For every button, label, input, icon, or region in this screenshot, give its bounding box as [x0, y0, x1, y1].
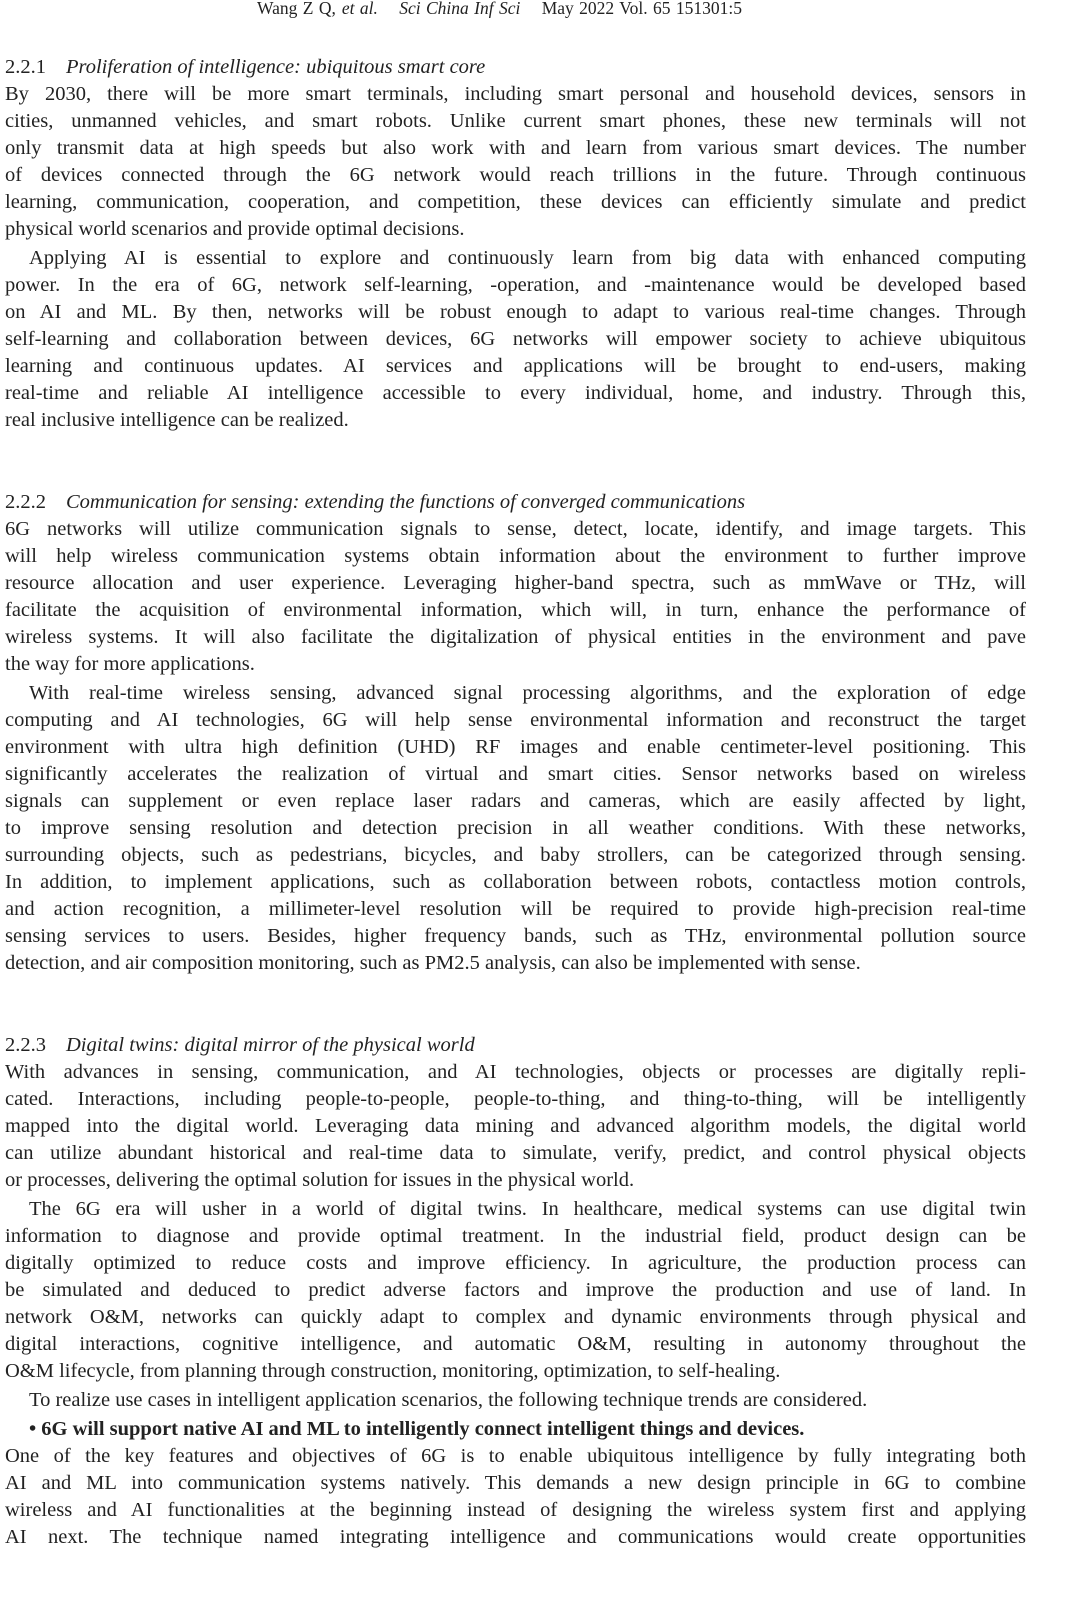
running-header	[257, 0, 758, 19]
text-line: self-learning and collaboration between devices, 6G networks will empower society to achieve ubiquitous	[5, 328, 1026, 350]
text-line: 6G networks will utilize communication signals to sense, detect, locate, identify, and image targets. This	[5, 518, 1026, 540]
text-line: be simulated and deduced to predict adverse factors and improve the production and use of land. In	[5, 1279, 1026, 1301]
section-title: Proliferation of intelligence: ubiquitous smart core	[66, 56, 486, 78]
section-heading	[5, 56, 485, 79]
text-line: and action recognition, a millimeter-level resolution will be required to provide high-precision real-time	[5, 898, 1026, 920]
text-line: mapped into the digital world. Leveraging data mining and advanced algorithm models, the digital world	[5, 1115, 1026, 1137]
text-line: cated. Interactions, including people-to-people, people-to-thing, and thing-to-thing, will be intelligently	[5, 1088, 1026, 1110]
text-line: digitally optimized to reduce costs and improve efficiency. In agriculture, the production process can	[5, 1252, 1026, 1274]
section-heading	[5, 491, 745, 514]
text-line: wireless systems. It will also facilitate the digitalization of physical entities in the environment and pave	[5, 626, 1026, 648]
text-line: • 6G will support native AI and ML to intelligently connect intelligent things and devices.	[29, 1418, 805, 1440]
text-line: learning and continuous updates. AI services and applications will be brought to end-users, making	[5, 355, 1026, 377]
text-line: only transmit data at high speeds but also work with and learn from various smart devices. The number	[5, 137, 1026, 159]
section-heading	[5, 1034, 475, 1057]
text-line: digital interactions, cognitive intelligence, and automatic O&M, resulting in autonomy throughout the	[5, 1333, 1026, 1355]
text-line: With real-time wireless sensing, advanced signal processing algorithms, and the exploration of edge	[29, 682, 1026, 704]
text-line: One of the key features and objectives of 6G is to enable ubiquitous intelligence by fully integrating both	[5, 1445, 1026, 1467]
text-line: O&M lifecycle, from planning through construction, monitoring, optimization, to self-healing.	[5, 1360, 781, 1382]
text-line: signals can supplement or even replace laser radars and cameras, which are easily affected by light,	[5, 790, 1026, 812]
text-line: With advances in sensing, communication, and AI technologies, objects or processes are digitally repli-	[5, 1061, 1026, 1083]
text-line: To realize use cases in intelligent application scenarios, the following technique trends are considered.	[29, 1389, 868, 1411]
text-line: or processes, delivering the optimal solution for issues in the physical world.	[5, 1169, 635, 1191]
text-line: In addition, to implement applications, such as collaboration between robots, contactless motion controls,	[5, 871, 1026, 893]
text-line: on AI and ML. By then, networks will be robust enough to adapt to various real-time changes. Through	[5, 301, 1026, 323]
header-authors: Wang Z Q, et al.	[257, 0, 378, 18]
text-line: can utilize abundant historical and real-time data to simulate, verify, predict, and control physical objects	[5, 1142, 1026, 1164]
text-line: computing and AI technologies, 6G will help sense environmental information and reconstruct the target	[5, 709, 1026, 731]
text-line: learning, communication, cooperation, and competition, these devices can efficiently simulate and predict	[5, 191, 1026, 213]
section-title: Digital twins: digital mirror of the physical world	[66, 1034, 475, 1056]
text-line: surrounding objects, such as pedestrians, bicycles, and baby strollers, can be categorized through sensing.	[5, 844, 1026, 866]
text-line: AI next. The technique named integrating intelligence and communications would create opportunities	[5, 1526, 1026, 1548]
text-line: AI and ML into communication systems natively. This demands a new design principle in 6G to combine	[5, 1472, 1026, 1494]
text-line: By 2030, there will be more smart terminals, including smart personal and household devices, sensors in	[5, 83, 1026, 105]
text-line: The 6G era will usher in a world of digital twins. In healthcare, medical systems can use digital twin	[29, 1198, 1026, 1220]
text-line: real inclusive intelligence can be realized.	[5, 409, 349, 431]
text-line: wireless and AI functionalities at the beginning instead of designing the wireless system first and applying	[5, 1499, 1026, 1521]
text-line: cities, unmanned vehicles, and smart robots. Unlike current smart phones, these new terminals will not	[5, 110, 1026, 132]
section-number: 2.2.2	[5, 491, 46, 513]
text-line: resource allocation and user experience. Leveraging higher-band spectra, such as mmWave or THz, will	[5, 572, 1026, 594]
text-line: to improve sensing resolution and detection precision in all weather conditions. With these networks,	[5, 817, 1026, 839]
section-number: 2.2.3	[5, 1034, 46, 1056]
text-line: power. In the era of 6G, network self-learning, -operation, and -maintenance would be developed based	[5, 274, 1026, 296]
section-title: Communication for sensing: extending the functions of converged communications	[66, 491, 746, 513]
text-line: detection, and air composition monitoring, such as PM2.5 analysis, can also be implemented with sense.	[5, 952, 861, 974]
section-number: 2.2.1	[5, 56, 46, 78]
text-line: the way for more applications.	[5, 653, 255, 675]
header-journal: Sci China Inf Sci	[399, 0, 521, 18]
text-line: Applying AI is essential to explore and continuously learn from big data with enhanced computing	[29, 247, 1026, 269]
text-line: facilitate the acquisition of environmental information, which will, in turn, enhance the performance of	[5, 599, 1026, 621]
text-line: will help wireless communication systems obtain information about the environment to further improve	[5, 545, 1026, 567]
text-line: real-time and reliable AI intelligence accessible to every individual, home, and industry. Through this,	[5, 382, 1026, 404]
text-line: network O&M, networks can quickly adapt to complex and dynamic environments through physical and	[5, 1306, 1026, 1328]
header-issue: May 2022 Vol. 65 151301:5	[541, 0, 742, 18]
text-line: significantly accelerates the realization of virtual and smart cities. Sensor networks based on wireless	[5, 763, 1026, 785]
text-line: environment with ultra high definition (UHD) RF images and enable centimeter-level positioning. This	[5, 736, 1026, 758]
text-line: physical world scenarios and provide optimal decisions.	[5, 218, 465, 240]
text-line: of devices connected through the 6G network would reach trillions in the future. Through continuous	[5, 164, 1026, 186]
text-line: information to diagnose and provide optimal treatment. In the industrial field, product design can be	[5, 1225, 1026, 1247]
text-line: sensing services to users. Besides, higher frequency bands, such as THz, environmental pollution source	[5, 925, 1026, 947]
